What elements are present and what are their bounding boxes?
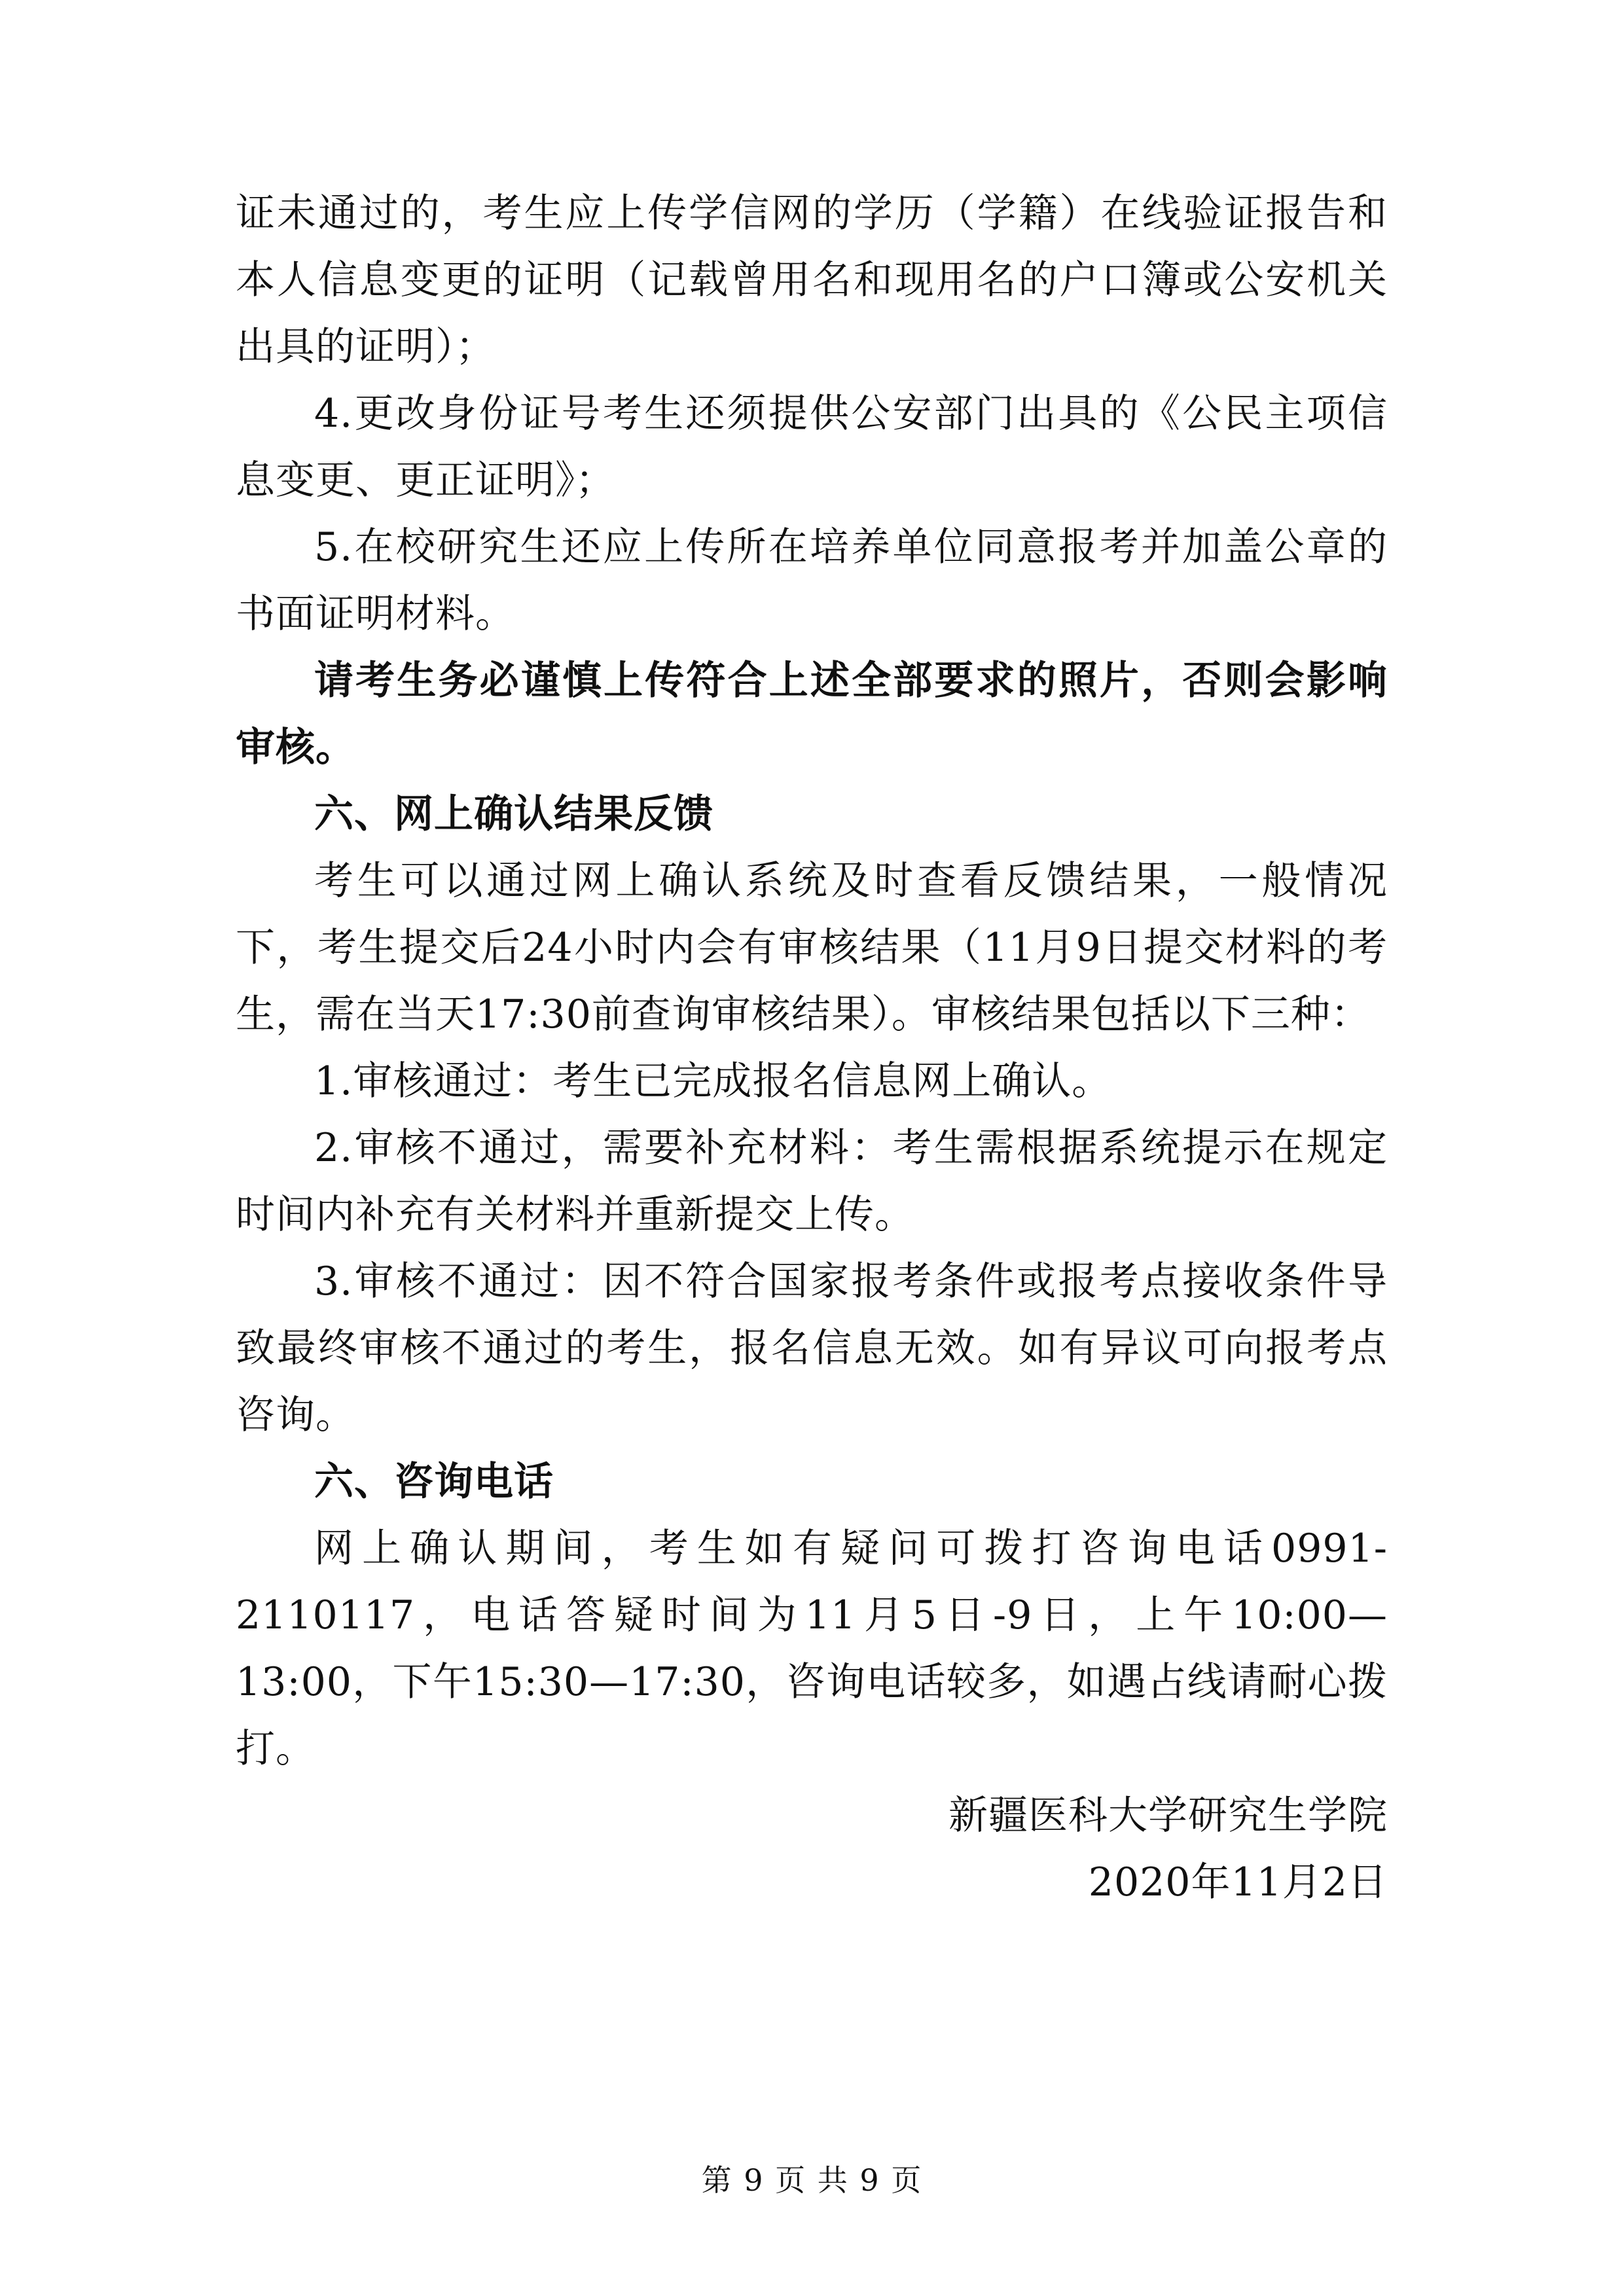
paragraph-item-4: 4.更改身份证号考生还须提供公安部门出具的《公民主项信息变更、更正证明》；: [236, 391, 1388, 503]
paragraph-notice-bold: 请考生务必谨慎上传符合上述全部要求的照片，否则会影响审核。: [236, 658, 1388, 770]
paragraph-result-1: 1.审核通过：考生已完成报名信息网上确认。: [314, 1058, 1112, 1104]
section-heading-hotline: 六、咨询电话: [314, 1459, 554, 1505]
paragraph-result-2: 2.审核不通过，需要补充材料：考生需根据系统提示在规定时间内补充有关材料并重新提交上传。: [236, 1125, 1388, 1238]
section-heading-result-feedback: 六、网上确认结果反馈: [314, 791, 713, 837]
paragraph-result-3: 3.审核不通过：因不符合国家报考条件或报考点接收条件导致最终审核不通过的考生，报名信息无效。如有异议可向报考点咨询。: [236, 1259, 1388, 1438]
document-body: [236, 180, 1388, 1916]
page-footer: 第 9 页 共 9 页: [701, 2162, 923, 2198]
paragraph-feedback-intro: 考生可以通过网上确认系统及时查看反馈结果，一般情况下，考生提交后24小时内会有审核结果（11月9日提交材料的考生，需在当天17:30前查询审核结果）。审核结果包括以下三种：: [236, 858, 1388, 1037]
signature-date: 2020年11月2日: [1088, 1859, 1388, 1905]
paragraph-item-5: 5.在校研究生还应上传所在培养单位同意报考并加盖公章的书面证明材料。: [236, 524, 1388, 637]
paragraph-hotline-detail: 网上确认期间，考生如有疑问可拨打咨询电话0991-2110117，电话答疑时间为11月5日-9日，上午10:00—13:00，下午15:30—17:30，咨询电话较多，如遇占线请耐心拨打。: [236, 1526, 1388, 1772]
paragraph-continuation: 证未通过的，考生应上传学信网的学历（学籍）在线验证报告和本人信息变更的证明（记载曾用名和现用名的户口簿或公安机关出具的证明）；: [236, 190, 1388, 370]
signature-organization: 新疆医科大学研究生学院: [948, 1793, 1388, 1839]
